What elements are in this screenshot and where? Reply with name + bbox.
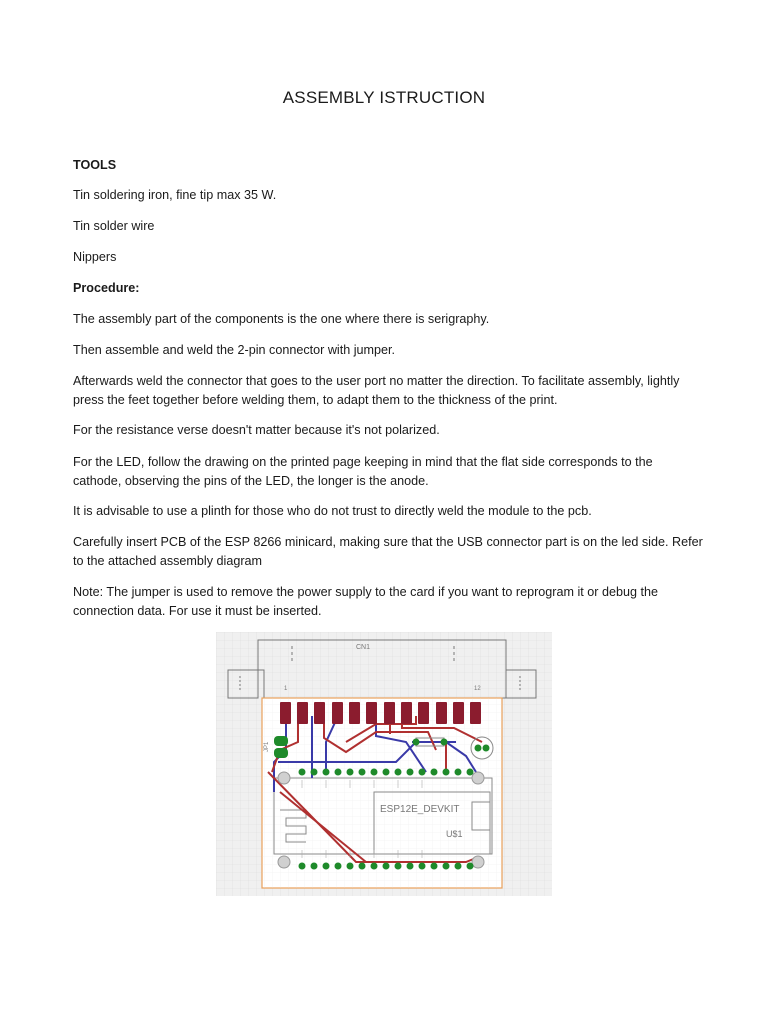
pin-first-label: 1: [284, 686, 288, 692]
procedure-step: For the resistance verse doesn't matter because it's not polarized.: [73, 423, 440, 437]
ref-label: U$1: [446, 829, 463, 839]
tool-item: Tin solder wire: [73, 219, 155, 233]
module-pins-bottom: [299, 863, 474, 870]
procedure-step: Carefully insert PCB of the ESP 8266 minicard, making sure that the USB connector part is on the led side. Refer to the attached assembly diagram: [73, 535, 703, 568]
procedure-step: Note: The jumper is used to remove the power supply to the card if you want to reprogram it or debug the connection data. For use it must be inserted.: [73, 585, 658, 618]
module-pins-top: [299, 769, 474, 776]
procedure-step: Afterwards weld the connector that goes to the user port no matter the direction. To facilitate assembly, lightly press the feet together before welding them, to adapt them to the thickness of the print.: [73, 374, 680, 407]
assembly-diagram: [216, 632, 552, 896]
pin-last-label: 12: [474, 686, 481, 692]
procedure-step: The assembly part of the components is the one where there is serigraphy.: [73, 312, 490, 326]
tools-heading: TOOLS: [73, 158, 117, 172]
connector-label: CN1: [356, 644, 371, 651]
document-title: ASSEMBLY ISTRUCTION: [282, 88, 486, 107]
procedure-step: Then assemble and weld the 2-pin connector with jumper.: [73, 343, 396, 357]
procedure-step: It is advisable to use a plinth for those who do not trust to directly weld the module to the pcb.: [73, 504, 592, 518]
module-label: ESP12E_DEVKIT: [380, 804, 460, 815]
tool-item: Nippers: [73, 250, 117, 264]
procedure-heading: Procedure:: [73, 281, 140, 295]
tool-item: Tin soldering iron, fine tip max 35 W.: [73, 188, 277, 202]
procedure-step: For the LED, follow the drawing on the printed page keeping in mind that the flat side corresponds to the cathode, observing the pins of the LED, the longer is the anode.: [73, 455, 653, 488]
jumper-label: JP1: [264, 741, 270, 752]
